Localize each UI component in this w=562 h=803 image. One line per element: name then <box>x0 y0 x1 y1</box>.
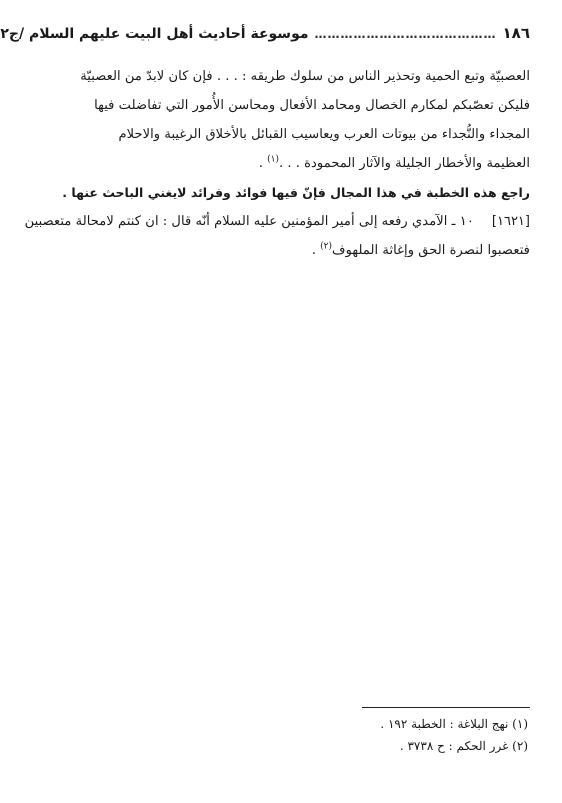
page-header <box>0 24 530 50</box>
hadith-line-2-end: . <box>311 243 321 258</box>
main-text <box>24 62 530 265</box>
running-title: موسوعة أحاديث أهل البيت عليهم السلام /ج٢ <box>0 26 309 42</box>
text-line-4 <box>30 149 530 178</box>
text-line-4-end: . <box>258 156 268 171</box>
text-line-2: فليكن تعصّبكم لمكارم الخصال ومحامد الأفعال ومحاسن الأُمور التي تفاضلت فيها <box>94 98 530 113</box>
hadith-line-2-body: فتعصبوا لنصرة الحق وإغاثة الملهوف <box>331 243 530 258</box>
note-line: راجع هذه الخطبة في هذا المجال فإنّ فيها فوائد وفرائد لايغني الباحث عنها . <box>62 185 530 200</box>
text-line-4-body: العظيمة والأخطار الجليلة والآثار المحمودة . . . <box>279 156 530 171</box>
text-line-1: العصبيّة وتبع الحمية وتحذير الناس من سلوك طريقه : . . . فإن كان لابدّ من العصبيّة <box>80 69 530 84</box>
hadith-entry <box>24 207 530 236</box>
hadith-line-1: ١٠ ـ الآمدي رفعه إلى أمير المؤمنين عليه السلام أنّه قال : ان كنتم لامحالة متعصبين <box>24 214 474 229</box>
footnote-ref-2: (٢) <box>320 241 332 252</box>
text-line-3: المجداء والنُّجداء من بيوتات العرب ويعاسيب القبائل بالأخلاق الرغيبة والاحلام <box>118 127 530 142</box>
footnote-1: (١) نهج البلاغة : الخطبة ١٩٢ . <box>380 717 528 731</box>
footnote-2: (٢) غرر الحكم : ح ٣٧٣٨ . <box>399 739 528 753</box>
footnote-divider <box>362 707 530 708</box>
hadith-line-2 <box>30 236 530 265</box>
header-leader-dots: …………………………………… <box>314 27 497 41</box>
footnote-ref-1: (١) <box>267 154 279 165</box>
footnotes <box>128 713 528 757</box>
page-number: ١٨٦ <box>502 24 530 42</box>
hadith-number: [١٦٢١] <box>491 214 530 229</box>
